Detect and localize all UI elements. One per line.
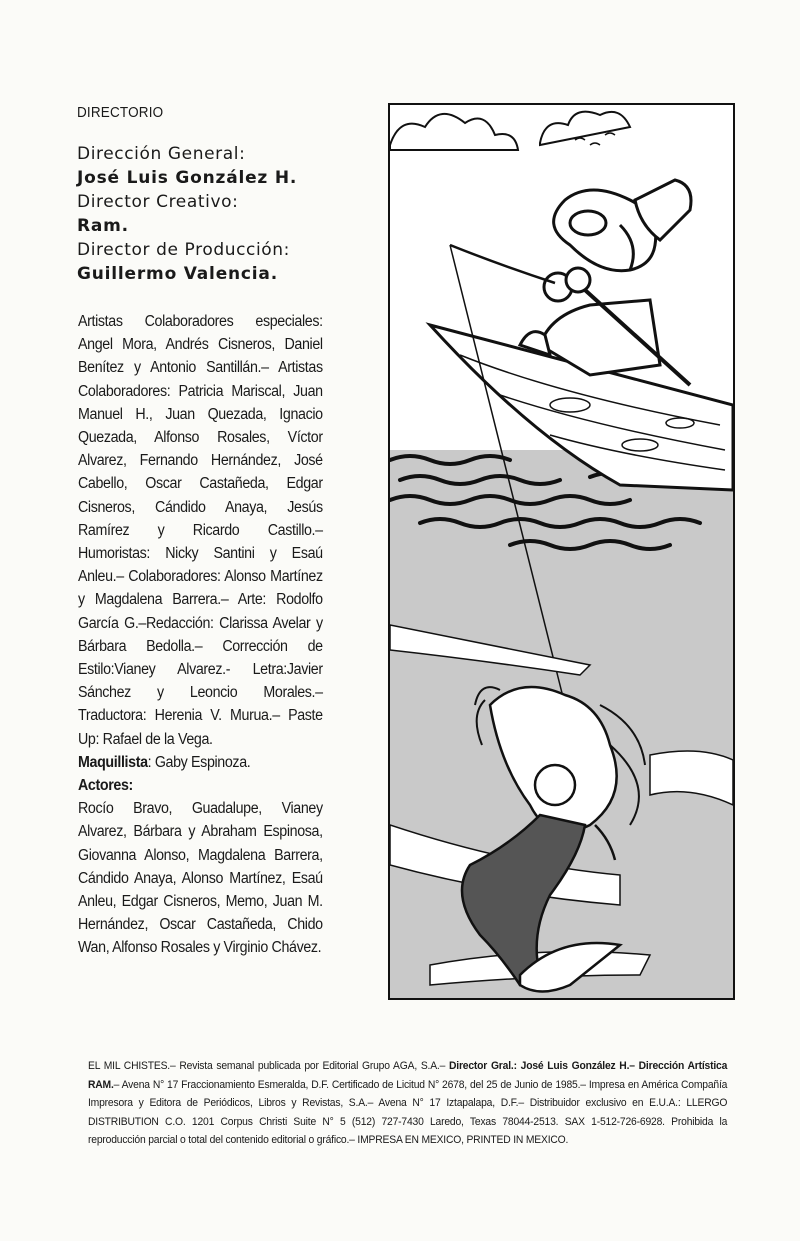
comic-panel xyxy=(388,103,735,1000)
staff-name-general: José Luis González H. xyxy=(77,168,298,188)
staff-role-creative: Director Creativo: xyxy=(77,192,239,212)
fisherman-mermaid-illustration xyxy=(390,105,733,998)
staff-name-production: Guillermo Valencia. xyxy=(77,264,278,284)
staff-role-production: Director de Producción: xyxy=(77,240,291,260)
imprint-part-a: EL MIL CHISTES.– Revista semanal publicada por Editorial Grupo AGA, S.A.– xyxy=(88,1060,449,1072)
imprint-part-c: – Avena N° 17 Fraccionamiento Esmeralda, D.F. Certificado de Licitud N° 2678, del 25 de Junio de 1985.– Impresa en América Compañía Impresora y Editora de Periódicos, Libros y Revistas, S.A.– Avena N° 17 Iztapalapa, D.F.– Distribuidor exclusivo en E.U.A.: LLERGO DISTRIBUTION C.O. 1201 Corpus Christi Suite N° 5 (512) 727-7430 Laredo, Texas 78044-2513. SAX 1-512-726-6928. Prohibida la reproducción parcial o total del contenido editorial o gráfico.– IMPRESA EN MEXICO, PRINTED IN MEXICO. xyxy=(88,1078,728,1146)
staff-role-general: Dirección General: xyxy=(77,144,246,164)
makeup-value: : Gaby Espinoza. xyxy=(147,753,251,771)
actors-list: Rocío Bravo, Guadalupe, Vianey Alvarez, Bárbara y Abraham Espinosa, Giovanna Alonso, Magdalena Barrera, Cándido Anaya, Alonso Martínez, Esaú Anleu, Edgar Cisneros, Memo, Juan M. Hernández, Oscar Castañeda, Chido Wan, Alfonso Rosales y Virginio Chávez. xyxy=(78,800,323,957)
fisherman xyxy=(520,180,691,385)
fishing-rod xyxy=(450,245,555,283)
credits-makeup xyxy=(78,751,323,774)
makeup-label: Maquillista xyxy=(78,753,148,771)
cloud-left xyxy=(390,114,518,150)
credits-block xyxy=(78,310,323,960)
staff-list xyxy=(77,142,377,286)
imprint-part-b: Director Gral.: José Luis González H.– Dirección Artística RAM. xyxy=(88,1060,728,1091)
imprint-text xyxy=(88,1057,727,1150)
directory-heading: DIRECTORIO xyxy=(77,104,164,121)
actors-label: Actores: xyxy=(78,777,133,795)
staff-name-creative: Ram. xyxy=(77,216,129,236)
credits-collaborators: Artistas Colaboradores especiales: Angel Mora, Andrés Cisneros, Daniel Benítez y Antonio Santillán.– Artistas Colaboradores: Patricia Mariscal, Juan Manuel H., Juan Quezada, Ignacio Quezada, Alfonso Rosales, Víctor Alvarez, Fernando Hernández, José Cabello, Oscar Castañeda, Edgar Cisneros, Cándido Anaya, Jesús Ramírez y Ricardo Castillo.– Humoristas: Nicky Santini y Esaú Anleu.– Colaboradores: Alonso Martínez y Magdalena Barrera.– Arte: Rodolfo García G.–Redacción: Clarissa Avelar y Bárbara Bedolla.– Corrección de Estilo:Vianey Alvarez.- Letra:Javier Sánchez y Leoncio Morales.– Traductora: Herenia V. Murua.– Paste Up: Rafael de la Vega. xyxy=(78,313,323,748)
